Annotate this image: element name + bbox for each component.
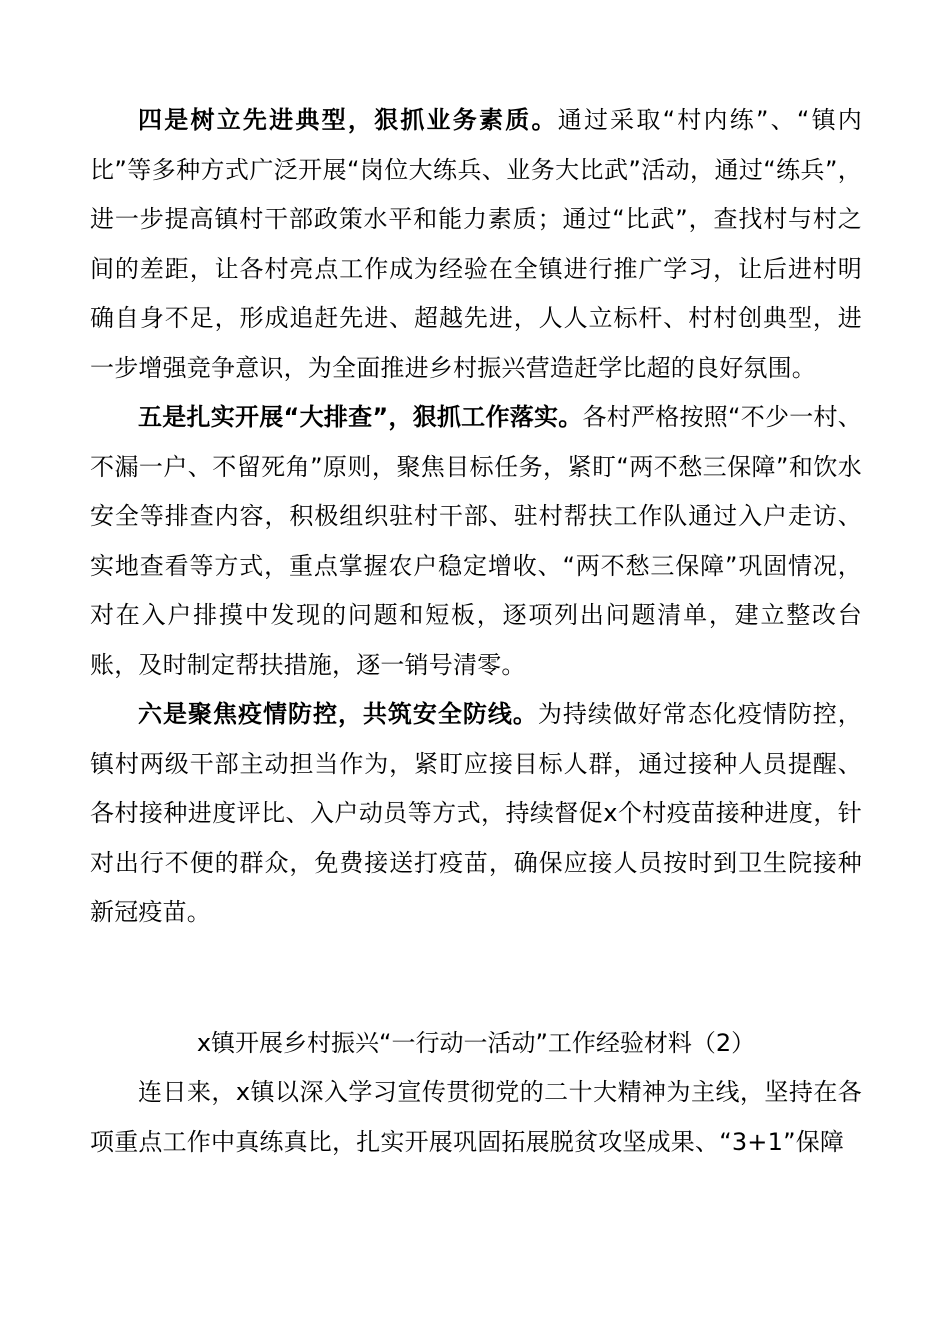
paragraph-investigation [90,393,862,690]
paragraph-body: 通过采取“村内练”、“镇内比”等多种方式广泛开展“岗位大练兵、业务大比武”活动，通过“练兵”，进一步提高镇村干部政策水平和能力素质；通过“比武”，查找村与村之间的差距，让各村亮点工作成为经验在全镇进行推广学习，让后进村明确自身不足，形成追赶先进、超越先进，人人立标杆、村村创典型，进一步增强竞争意识，为全面推进乡村振兴营造赶学比超的良好氛围。 [90,106,863,382]
paragraph-body: 为持续做好常态化疫情防控，镇村两级干部主动担当作为，紧盯应接目标人群，通过接种人员提醒、各村接种进度评比、入户动员等方式，持续督促x个村疫苗接种进度，针对出行不便的群众，免费接送打疫苗，确保应接人员按时到卫生院接种新冠疫苗。 [90,700,862,926]
paragraph-typical-models [90,96,862,393]
section-title: x镇开展乡村振兴“一行动一活动”工作经验材料（2） [196,1028,756,1057]
document-page [90,96,862,1167]
paragraph-body: 各村严格按照“不少一村、不漏一户、不留死角”原则，聚焦目标任务，紧盯“两不愁三保障”和饮水安全等排查内容，积极组织驻村干部、驻村帮扶工作队通过入户走访、实地查看等方式，重点掌握农户稳定增收、“两不愁三保障”巩固情况，对在入户排摸中发现的问题和短板，逐项列出问题清单，建立整改台账，及时制定帮扶措施，逐一销号清零。 [90,403,862,679]
paragraph-lead: 四是树立先进典型，狠抓业务素质。 [138,106,558,134]
paragraph-intro: 连日来，x镇以深入学习宣传贯彻党的二十大精神为主线，坚持在各项重点工作中真练真比，扎实开展巩固拓展脱贫攻坚成果、“3+1”保障 [90,1078,862,1156]
paragraph-epidemic-control [90,690,862,938]
paragraph-lead: 六是聚焦疫情防控，共筑安全防线。 [138,700,538,728]
paragraph-lead: 五是扎实开展“大排查”，狠抓工作落实。 [138,403,583,431]
